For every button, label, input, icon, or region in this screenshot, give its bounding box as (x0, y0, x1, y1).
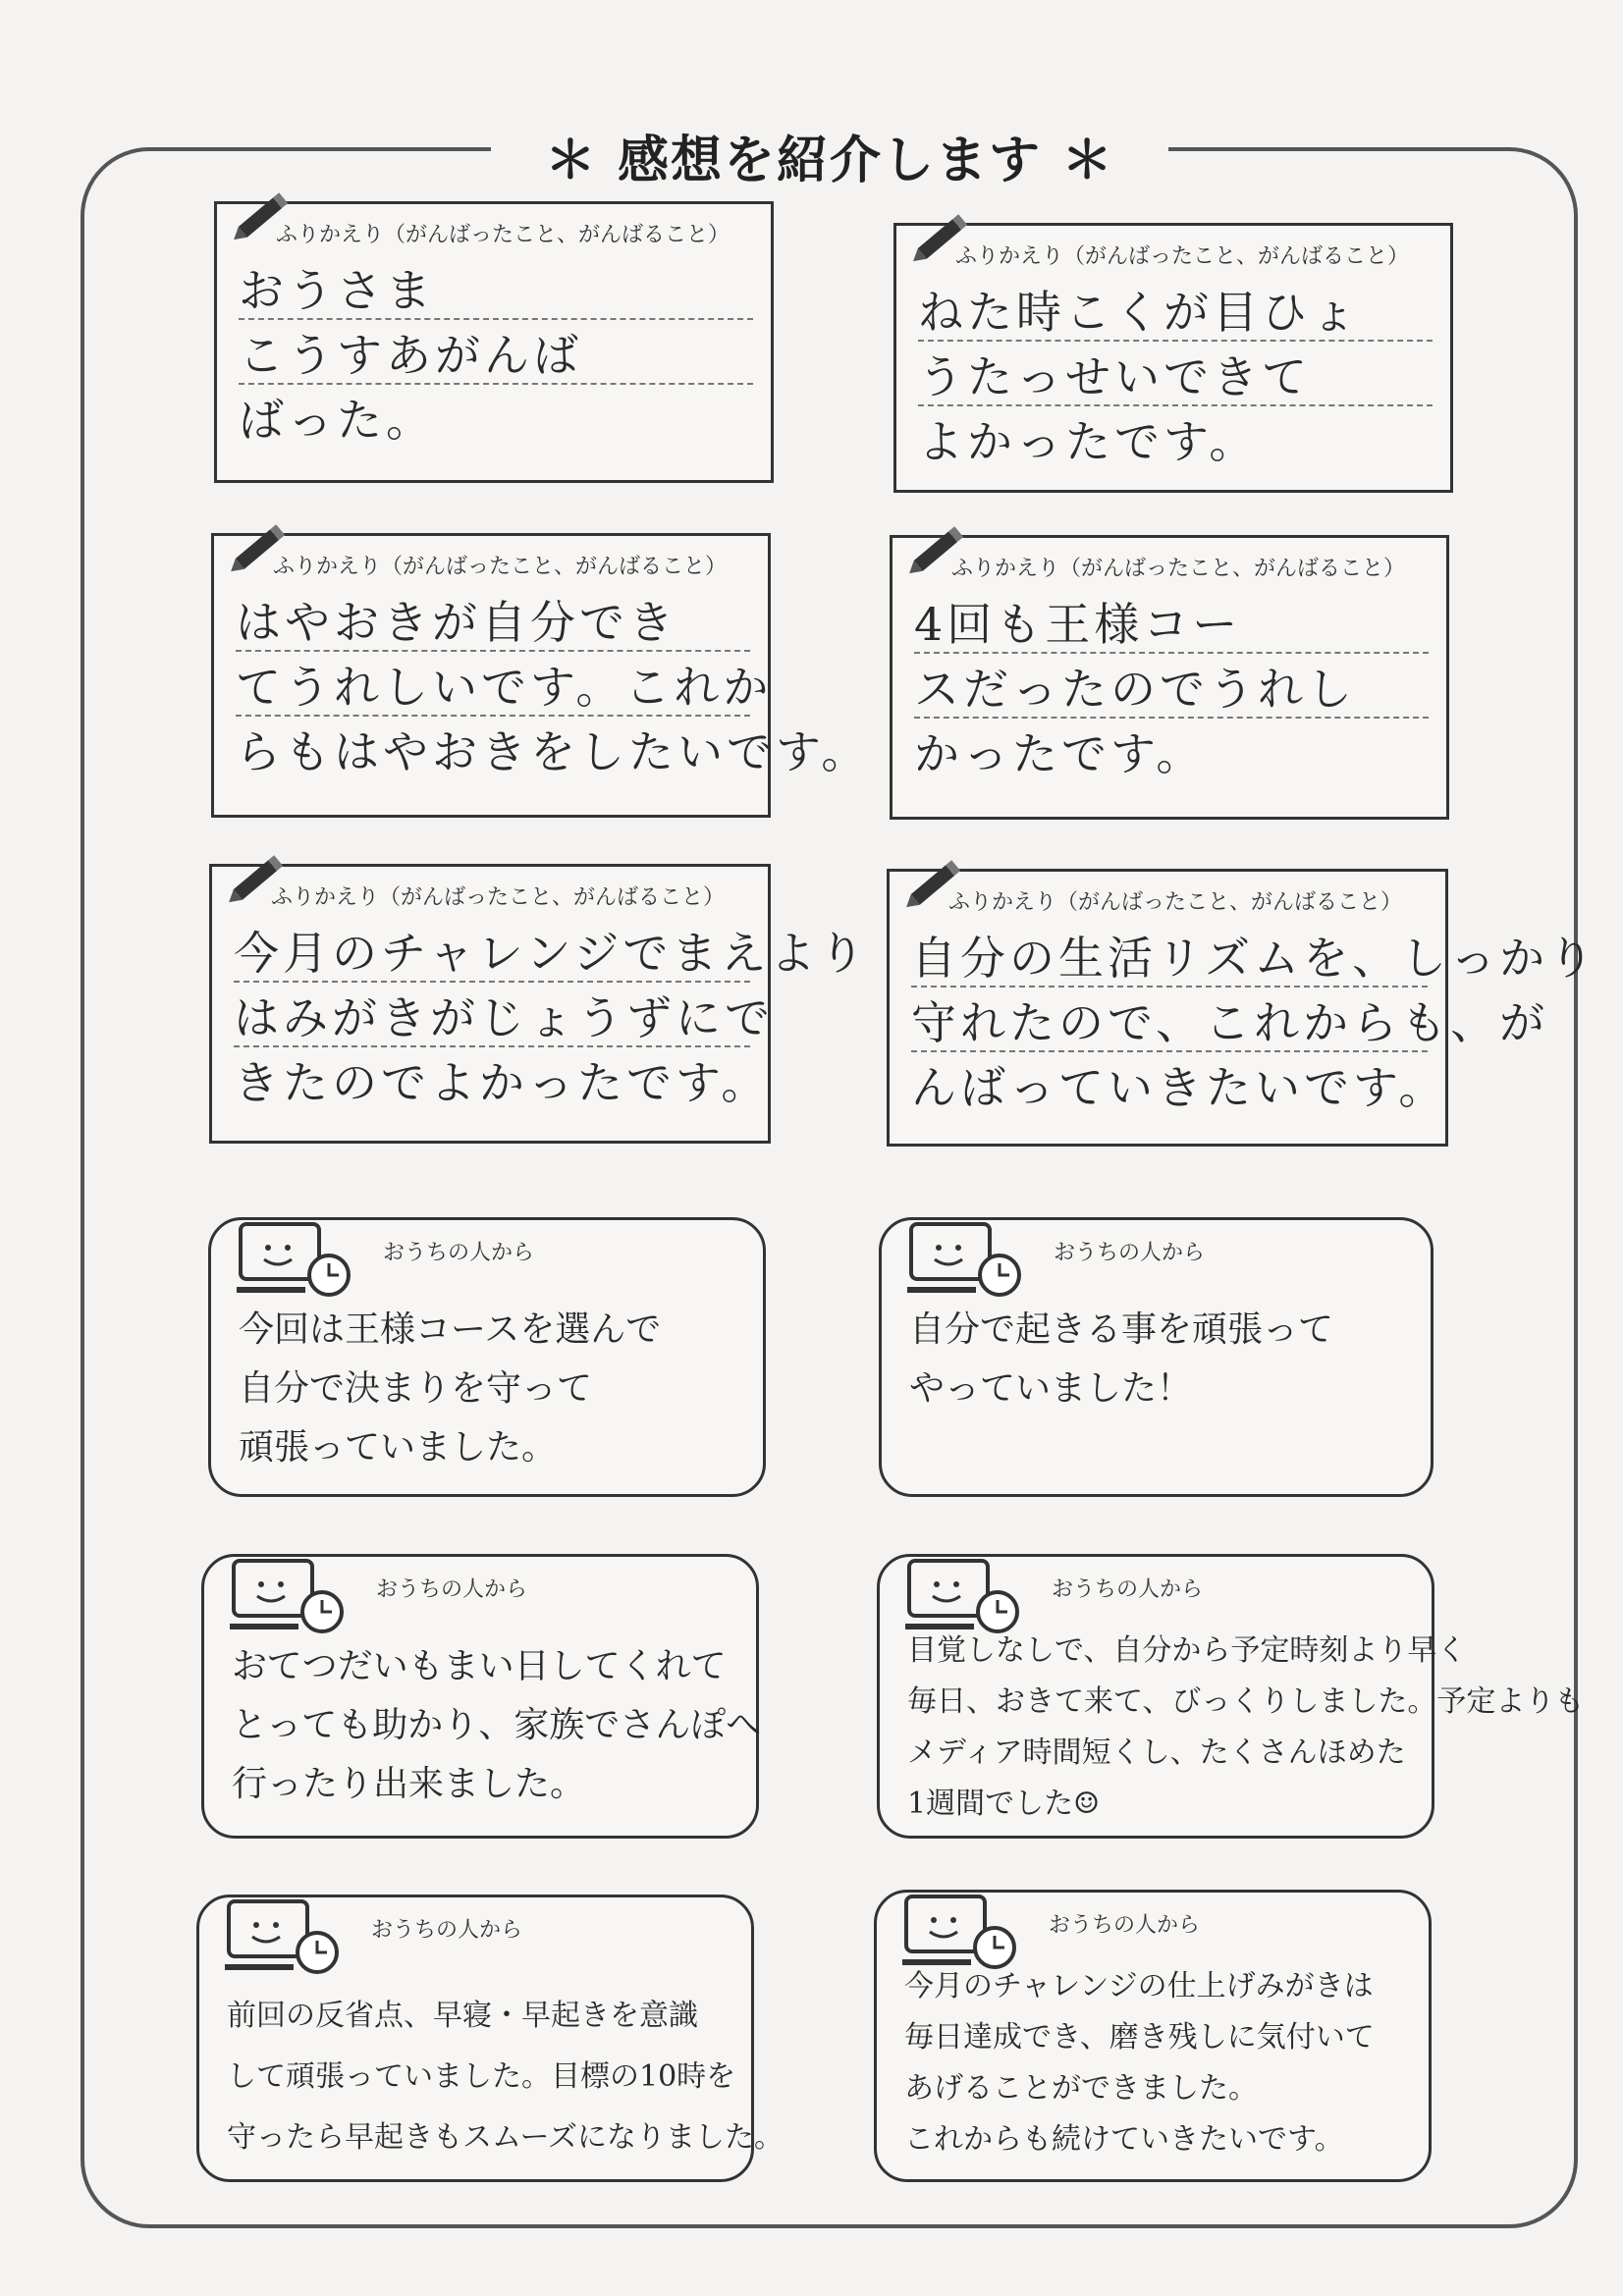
card-line: おうさま (239, 255, 753, 320)
parent-line: 毎日達成でき、磨き残しに気付いて (904, 2020, 1375, 2055)
parent-line: おてつだいもまい日してくれて (232, 1646, 727, 1686)
card-line: よかったです。 (918, 415, 1259, 468)
card-label: ふりかえり（がんばったこと、がんばること） (271, 884, 726, 909)
card-line: はやおきが自分でき (236, 587, 750, 652)
card-line: らもはやおきをしたいです。 (236, 725, 871, 778)
parent-line: 1週間でした☺ (907, 1787, 1100, 1821)
card-label: ふりかえり（がんばったこと、がんばること） (276, 222, 730, 246)
card-label: ふりかえり（がんばったこと、がんばること） (273, 554, 728, 578)
parent-line: 行ったり出来ました。 (232, 1764, 586, 1804)
parent-line: あげることができました。 (904, 2071, 1258, 2106)
card-line: うたっせいできて (918, 342, 1433, 406)
card-line: こうすあがんば (239, 320, 753, 385)
parent-card-label: おうちの人から (1052, 1576, 1204, 1601)
parent-line: 毎日、おきて来て、びっくりしました。予定よりも (907, 1684, 1585, 1719)
card-label: ふりかえり（がんばったこと、がんばること） (948, 889, 1403, 914)
card-line: ばった。 (239, 394, 435, 447)
parent-card (879, 1217, 1434, 1497)
student-card (890, 535, 1449, 820)
parent-line: 今回は王様コースを選んで (239, 1309, 662, 1350)
card-label: ふりかえり（がんばったこと、がんばること） (955, 243, 1410, 268)
parent-card-label: おうちの人から (376, 1576, 528, 1601)
parent-line: 前回の反省点、早寝・早起きを意識 (227, 1999, 698, 2033)
student-card (887, 869, 1598, 1147)
card-line: かったです。 (914, 727, 1206, 780)
card-line: んばっていきたいです。 (911, 1061, 1448, 1114)
student-card (211, 533, 871, 818)
card-line: 今月のチャレンジでまえより (234, 918, 750, 983)
parent-line: 今月のチャレンジの仕上げみがきは (904, 1969, 1374, 2003)
parent-card-label: おうちの人から (371, 1917, 523, 1942)
card-line: きたのでよかったです。 (234, 1056, 771, 1109)
card-line: 自分の生活リズムを、しっかり (911, 923, 1428, 988)
parent-line: これからも続けていきたいです。 (904, 2122, 1344, 2157)
card-label: ふりかえり（がんばったこと、がんばること） (951, 556, 1406, 580)
title-banner (491, 116, 1168, 194)
student-card (893, 223, 1453, 493)
parent-line: とっても助かり、家族でさんぽへ (232, 1705, 762, 1745)
page-title: ＊ 感想を紹介します ＊ (544, 131, 1115, 190)
parent-line: 自分で決まりを守って (239, 1368, 593, 1409)
parent-card-label: おうちの人から (1049, 1912, 1201, 1937)
parent-card-label: おうちの人から (1054, 1240, 1206, 1264)
card-line: 4回も王様コー (914, 589, 1429, 654)
card-line: 守れたので、これからも、が (911, 988, 1428, 1052)
parent-card (874, 1890, 1432, 2182)
card-line: スだったのでうれし (914, 654, 1429, 719)
parent-card (877, 1554, 1585, 1839)
parent-card (196, 1895, 784, 2182)
parent-line: やっていました！ (909, 1368, 1193, 1409)
parent-card (208, 1217, 766, 1497)
parent-line: 目覚しなしで、自分から予定時刻より早く (907, 1633, 1467, 1668)
parent-line: 守ったら早起きもスムーズになりました。 (227, 2120, 784, 2155)
parent-card-label: おうちの人から (383, 1240, 535, 1264)
card-line: ねた時こくが目ひょ (918, 277, 1433, 342)
card-line: はみがきがじょうずにで (234, 983, 750, 1047)
parent-line: 自分で起きる事を頑張って (909, 1309, 1334, 1350)
monitor-clock-icon (901, 1214, 1039, 1308)
parent-line: 頑張っていました。 (239, 1427, 558, 1468)
parent-line: して頑張っていました。目標の10時を (227, 2059, 736, 2094)
monitor-clock-icon (231, 1214, 368, 1308)
student-card (214, 201, 774, 483)
monitor-clock-icon (219, 1892, 356, 1986)
card-line: てうれしいです。これか (236, 652, 750, 717)
student-card (209, 864, 869, 1144)
parent-line: メディア時間短くし、たくさんほめた (907, 1735, 1406, 1770)
parent-card (201, 1554, 762, 1839)
monitor-clock-icon (224, 1551, 361, 1645)
